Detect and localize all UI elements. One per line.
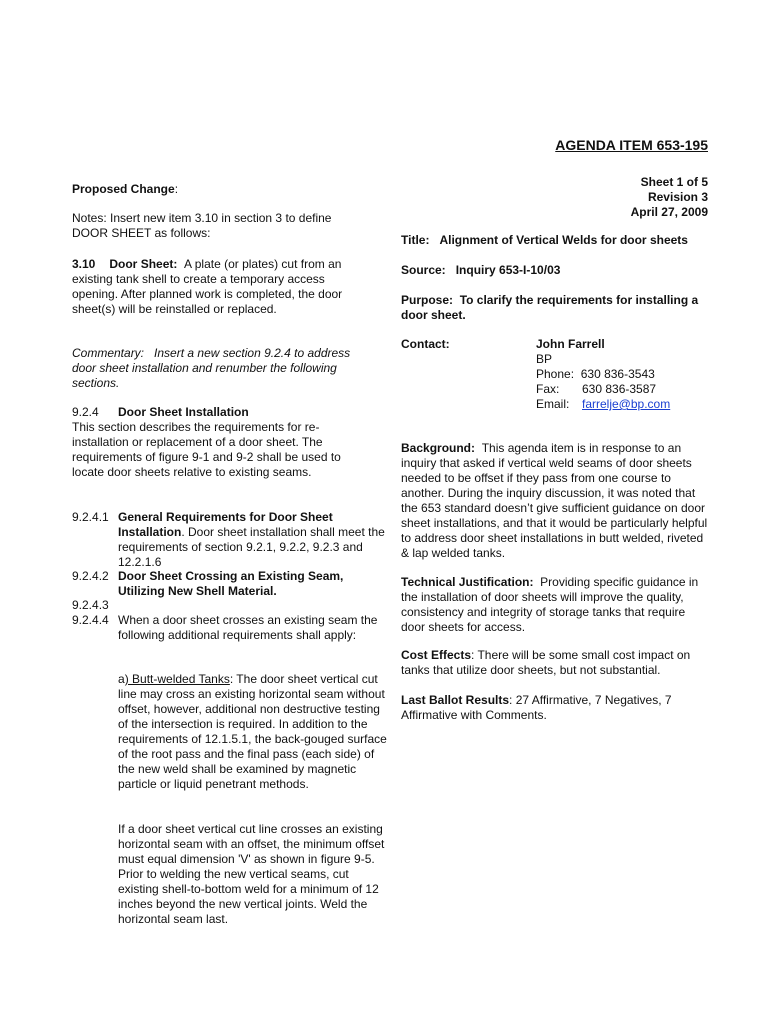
- section-9242-number: 9.2.4.2: [72, 569, 109, 583]
- source-row: [401, 263, 711, 278]
- contact-email-row: [536, 397, 670, 412]
- title-value: Alignment of Vertical Welds for door sheets: [439, 233, 688, 247]
- section-924-heading: [72, 405, 249, 420]
- title-label: Title:: [401, 233, 430, 247]
- last-ballot-text: : 27 Affirmative, 7 Negatives, 7 Affirmative with Comments.: [401, 693, 672, 722]
- contact-phone-row: [536, 367, 670, 382]
- section-9241-number: 9.2.4.1: [72, 510, 109, 524]
- section-9244-number: 9.2.4.4: [72, 613, 109, 627]
- title-row: [401, 233, 711, 248]
- section-9241-paragraph: [118, 510, 388, 570]
- proposed-change-colon: :: [174, 182, 179, 196]
- section-924-number: 9.2.4: [72, 405, 99, 419]
- section-9241-title: General Requirements for Door Sheet Installation: [118, 510, 333, 539]
- butt-welded-paragraph: [118, 672, 388, 792]
- cost-effects-label: Cost Effects: [401, 648, 472, 662]
- email-link[interactable]: farrelje@bp.com: [582, 397, 671, 411]
- background-text: This agenda item is in response to an inquiry that asked if vertical weld seams of door sheets needed to be offset if they pass from one course to another. During the inquiry discussion, it was noted that the 653 standard doesn’t give sufficient guidance on door sheet installations, and that it would be particularly helpful to address door sheet installations in butt welded, riveted & lap welded tanks.: [401, 441, 708, 560]
- cost-effects-paragraph: [401, 648, 711, 678]
- purpose-value: To clarify the requirements for installing a door sheet.: [401, 293, 699, 322]
- offset-paragraph: If a door sheet vertical cut line crosses an existing horizontal seam with an offset, the minimum offset must equal dimension 'V' as shown in figure 9-5. Prior to welding the new vertical seams, cut existing shell-to-bottom weld for a minimum of 12 inches beyond the new vertical joints. Weld the horizontal seam last.: [118, 822, 385, 926]
- background-label: Background:: [401, 441, 476, 455]
- section-9241-text: . Door sheet installation shall meet the requirements of section 9.2.1, 9.2.2, 9.2.3 and 12.2.1.6: [118, 525, 385, 569]
- fax-value: 630 836-3587: [582, 382, 657, 396]
- contact-block: [536, 337, 670, 412]
- contact-label: Contact:: [401, 337, 450, 351]
- agenda-item-title: AGENDA ITEM 653-195: [555, 137, 708, 153]
- commentary-label: Commentary:: [72, 346, 145, 360]
- purpose-label: Purpose:: [401, 293, 454, 307]
- section-9242-title: Door Sheet Crossing an Existing Seam, Utilizing New Shell Material.: [118, 569, 344, 598]
- section-9243-number: 9.2.4.3: [72, 598, 109, 612]
- definition-number: 3.10: [72, 257, 96, 271]
- definition-paragraph: [72, 257, 372, 317]
- sheet-meta: [631, 175, 708, 220]
- notes-paragraph: Notes: Insert new item 3.10 in section 3 to define DOOR SHEET as follows:: [72, 211, 332, 240]
- purpose-row: [401, 293, 711, 323]
- phone-label: Phone:: [536, 367, 575, 381]
- butt-welded-prefix: a: [118, 672, 125, 686]
- sheet-number: Sheet 1 of 5: [640, 175, 708, 189]
- technical-justification-text: Providing specific guidance in the installation of door sheets will improve the quality, consistency and integrity of storage tanks that require door sheets for access.: [401, 575, 699, 634]
- technical-justification-label: Technical Justification:: [401, 575, 534, 589]
- document-date: April 27, 2009: [630, 205, 708, 219]
- source-value: Inquiry 653-I-10/03: [455, 263, 561, 277]
- section-924-title: Door Sheet Installation: [118, 405, 249, 419]
- commentary-paragraph: [72, 346, 372, 391]
- phone-value: 630 836-3543: [580, 367, 655, 381]
- fax-label: Fax:: [536, 382, 560, 396]
- revision-number: Revision 3: [647, 190, 708, 204]
- commentary-text: Insert a new section 9.2.4 to address door sheet installation and renumber the following sections.: [72, 346, 351, 390]
- last-ballot-paragraph: [401, 693, 711, 723]
- contact-org: BP: [536, 352, 553, 366]
- butt-welded-text: : The door sheet vertical cut line may cross an existing horizontal seam without offset, however, additional non destructive testing of the intersection is required. In addition to the requirements of 12.1.5.1, the back-gouged surface of the root pass and the final pass (each side) of the new weld shall be examined by magnetic particle or liquid penetrant methods.: [118, 672, 387, 791]
- butt-welded-label: ) Butt-welded Tanks: [124, 672, 230, 686]
- proposed-change-label: Proposed Change: [72, 182, 175, 196]
- contact-fax-row: [536, 382, 670, 397]
- proposed-change-heading: [72, 182, 178, 197]
- email-label: Email:: [536, 397, 570, 411]
- section-9244-text: When a door sheet crosses an existing seam the following additional requirements shall apply:: [118, 613, 378, 642]
- background-paragraph: [401, 441, 711, 561]
- cost-effects-text: : There will be some small cost impact on tanks that utilize door sheets, but not substantial.: [401, 648, 691, 677]
- contact-name: John Farrell: [536, 337, 605, 351]
- definition-text: A plate (or plates) cut from an existing tank shell to create a temporary access opening. After planned work is completed, the door sheet(s) will be reinstalled or replaced.: [72, 257, 343, 316]
- definition-term: Door Sheet:: [109, 257, 178, 271]
- section-924-body: This section describes the requirements for re-installation or replacement of a door sheet. The requirements of figure 9-1 and 9-2 shall be used to locate door sheets relative to existing seams.: [72, 420, 341, 479]
- technical-justification-paragraph: [401, 575, 711, 635]
- last-ballot-label: Last Ballot Results: [401, 693, 510, 707]
- source-label: Source:: [401, 263, 446, 277]
